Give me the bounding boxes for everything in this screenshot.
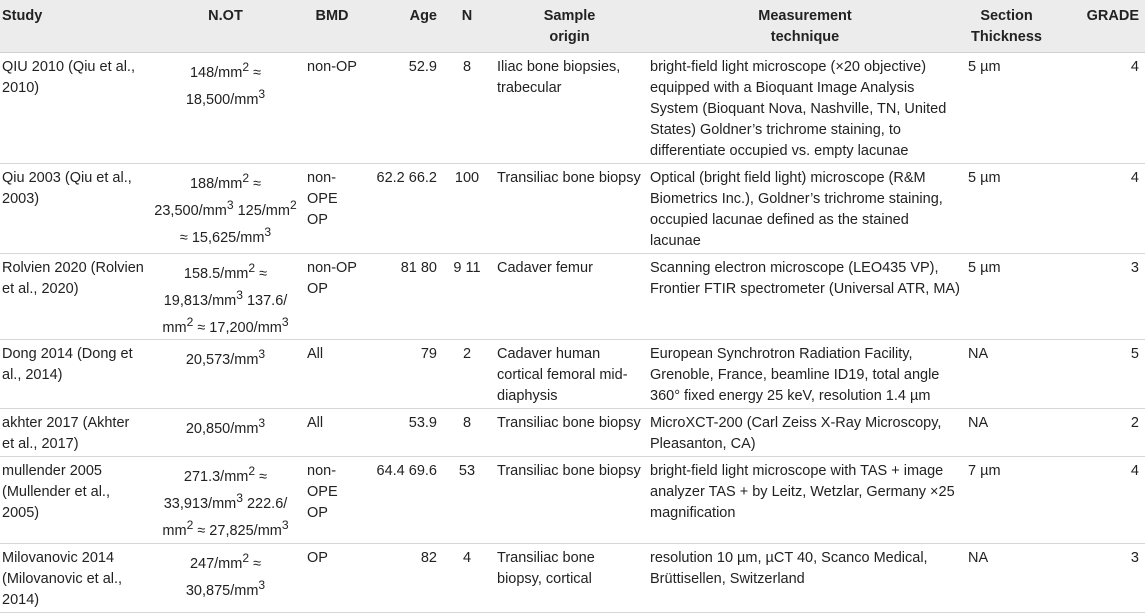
not-value-part: ≈ 17,200/mm xyxy=(193,319,282,336)
not-value-part: 222.6/ mm xyxy=(162,496,288,539)
cell-sample-origin: Transiliac bone biopsy, cortical xyxy=(493,543,646,612)
header-grade: GRADE xyxy=(1049,0,1145,53)
cell-thickness: NA xyxy=(964,543,1049,612)
cell-grade: 5 xyxy=(1049,340,1145,409)
cell-sample-origin: Transiliac bone biopsy xyxy=(493,409,646,457)
cell-sample-origin: Cadaver human cortical femoral mid-diaphysis xyxy=(493,340,646,409)
cell-n: 53 xyxy=(441,457,493,543)
table-row xyxy=(0,340,1145,409)
header-section-thickness xyxy=(964,0,1049,53)
header-study: Study xyxy=(0,0,148,53)
cell-grade: 3 xyxy=(1049,543,1145,612)
cell-n: 9 11 xyxy=(441,254,493,340)
cell-bmd: non-OPE OP xyxy=(303,164,361,254)
header-not: N.OT xyxy=(148,0,303,53)
table-row xyxy=(0,164,1145,254)
not-value-part: ≈ 23,500/mm xyxy=(154,175,262,219)
not-value-part: 158.5/mm xyxy=(183,265,249,282)
cell-age: 62.2 66.2 xyxy=(361,164,441,254)
header-measurement-technique xyxy=(646,0,964,53)
cell-n: 8 xyxy=(441,409,493,457)
not-value-part: 20,850/mm xyxy=(185,421,259,438)
header-age: Age xyxy=(361,0,441,53)
not-value-part: 20,573/mm xyxy=(185,352,259,369)
cell-age: 64.4 69.6 xyxy=(361,457,441,543)
cell-study: mullender 2005 (Mullender et al., 2005) xyxy=(0,457,148,543)
cell-study: Milovanovic 2014 (Milovanovic et al., 2014) xyxy=(0,543,148,612)
not-value-part: 148/mm xyxy=(189,64,243,81)
cell-grade: 4 xyxy=(1049,164,1145,254)
cell-technique: European Synchrotron Radiation Facility, Grenoble, France, beamline ID19, total angle 360° fixed energy 25 keV, resolution 1.4 µm xyxy=(646,340,964,409)
cell-sample-origin: Iliac bone biopsies, trabecular xyxy=(493,53,646,164)
header-sample-origin-line2: origin xyxy=(549,29,590,45)
cell-not: $188/mm^2 \approx 23,500/mm^3$ $125/mm^2 \approx 15,625/mm^3$ xyxy=(148,164,303,254)
table-row xyxy=(0,543,1145,612)
cell-n: 100 xyxy=(441,164,493,254)
cell-sample-origin: Transiliac bone biopsy xyxy=(493,164,646,254)
cell-study: Qiu 2003 (Qiu et al., 2003) xyxy=(0,164,148,254)
cell-age: 82 xyxy=(361,543,441,612)
header-n: N xyxy=(441,0,493,53)
cell-technique: Optical (bright field light) microscope (R&M Biometrics Inc.), Goldner’s trichrome staining, occupied lacunae defined as the stained lacunae xyxy=(646,164,964,254)
cell-age: 52.9 xyxy=(361,53,441,164)
cell-age: 53.9 xyxy=(361,409,441,457)
cell-not: $20,850/mm^3$ xyxy=(148,409,303,457)
cell-grade: 2 xyxy=(1049,409,1145,457)
not-value-part: ≈ 27,825/mm xyxy=(193,522,282,539)
cell-sample-origin: Cadaver femur xyxy=(493,254,646,340)
cell-n: 2 xyxy=(441,340,493,409)
cell-age: 79 xyxy=(361,340,441,409)
cell-not: $20,573/mm^3$ xyxy=(148,340,303,409)
cell-not: $148/mm^2 \approx 18,500/mm^3$ xyxy=(148,53,303,164)
table-row xyxy=(0,457,1145,543)
header-thickness-line1: Section xyxy=(980,8,1033,24)
cell-grade: 4 xyxy=(1049,53,1145,164)
cell-sample-origin: Transiliac bone biopsy xyxy=(493,457,646,543)
header-technique-line2: technique xyxy=(770,29,840,45)
cell-bmd: non-OP xyxy=(303,53,361,164)
cell-bmd: OP xyxy=(303,543,361,612)
header-sample-origin xyxy=(493,0,646,53)
not-value-part: 188/mm xyxy=(189,175,243,192)
cell-n: 4 xyxy=(441,543,493,612)
cell-thickness: 5 µm xyxy=(964,164,1049,254)
cell-study: QIU 2010 (Qiu et al., 2010) xyxy=(0,53,148,164)
cell-technique: bright-field light microscope (×20 objective) equipped with a Bioquant Image Analysis System (Bioquant Nova, Nashville, TN, United States) Goldner’s trichrome staining, to differentiate occupied vs. empty lacunae xyxy=(646,53,964,164)
not-value-part: ≈ 19,813/mm xyxy=(163,265,268,309)
cell-age: 81 80 xyxy=(361,254,441,340)
header-sample-origin-line1: Sample xyxy=(543,8,596,24)
cell-bmd: All xyxy=(303,340,361,409)
cell-study: Rolvien 2020 (Rolvien et al., 2020) xyxy=(0,254,148,340)
cell-not: $247/mm^2 \approx 30,875/mm^3$ xyxy=(148,543,303,612)
header-thickness-line2: Thickness xyxy=(971,29,1042,45)
cell-thickness: 5 µm xyxy=(964,53,1049,164)
cell-thickness: NA xyxy=(964,340,1049,409)
cell-grade: 3 xyxy=(1049,254,1145,340)
cell-study: Dong 2014 (Dong et al., 2014) xyxy=(0,340,148,409)
cell-technique: bright-field light microscope with TAS + image analyzer TAS + by Leitz, Wetzlar, Germany ×25 magnification xyxy=(646,457,964,543)
not-value-part: 271.3/mm xyxy=(183,469,249,486)
cell-not: $158.5/mm^2 \approx 19,813/mm^3$ 137.6/ $mm^2 \approx 17,200/mm^3$ xyxy=(148,254,303,340)
not-value-part: 125/mm xyxy=(233,202,290,219)
cell-technique: MicroXCT-200 (Carl Zeiss X-Ray Microscopy, Pleasanton, CA) xyxy=(646,409,964,457)
cell-technique: resolution 10 µm, µCT 40, Scanco Medical, Brüttisellen, Switzerland xyxy=(646,543,964,612)
cell-bmd: All xyxy=(303,409,361,457)
cell-thickness: 7 µm xyxy=(964,457,1049,543)
cell-thickness: 5 µm xyxy=(964,254,1049,340)
not-value-part: ≈ 15,625/mm xyxy=(179,229,265,246)
cell-not: $271.3/mm^2 \approx 33,913/mm^3$ 222.6/ $mm^2 \approx 27,825/mm^3$ xyxy=(148,457,303,543)
cell-bmd: non-OP OP xyxy=(303,254,361,340)
table-row xyxy=(0,53,1145,164)
not-value-part: ≈ 33,913/mm xyxy=(163,469,268,513)
table-row xyxy=(0,254,1145,340)
cell-thickness: NA xyxy=(964,409,1049,457)
not-value-part: ≈ 30,875/mm xyxy=(185,555,262,599)
table-row xyxy=(0,409,1145,457)
header-technique-line1: Measurement xyxy=(758,8,852,24)
not-value-part: 137.6/ mm xyxy=(162,292,288,336)
cell-study: akhter 2017 (Akhter et al., 2017) xyxy=(0,409,148,457)
header-bmd: BMD xyxy=(303,0,361,53)
header-row xyxy=(0,0,1145,53)
not-value-part: ≈ 18,500/mm xyxy=(185,64,262,108)
cell-technique: Scanning electron microscope (LEO435 VP), Frontier FTIR spectrometer (Universal ATR, MA) xyxy=(646,254,964,340)
not-value-part: 247/mm xyxy=(189,555,243,572)
cell-grade: 4 xyxy=(1049,457,1145,543)
cell-n: 8 xyxy=(441,53,493,164)
cell-bmd: non-OPE OP xyxy=(303,457,361,543)
